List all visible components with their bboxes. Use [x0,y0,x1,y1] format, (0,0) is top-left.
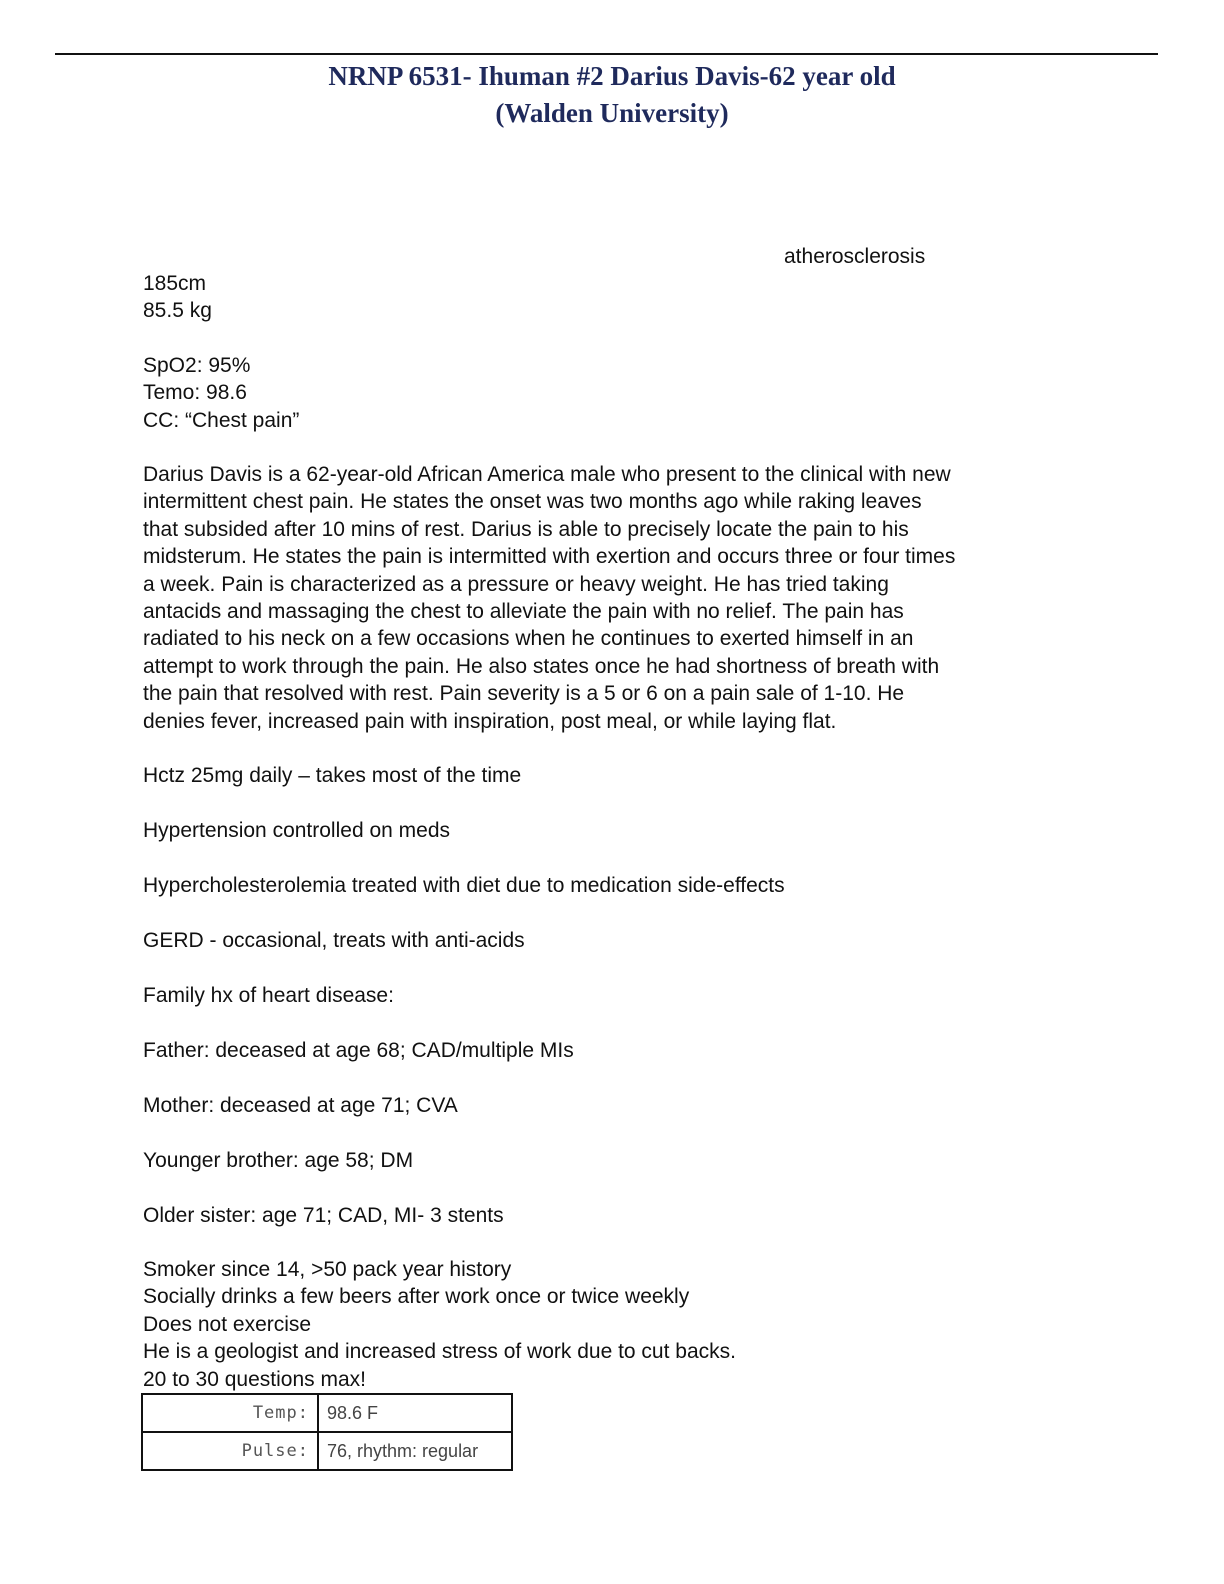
social-item: Socially drinks a few beers after work once or twice weekly [143,1285,690,1309]
social-item: Smoker since 14, >50 pack year history [143,1258,512,1281]
hpi-line: a week. Pain is characterized as a pressure or heavy weight. He has tried taking [143,572,889,596]
hpi-line: radiated to his neck on a few occasions when he continues to exerted himself in an [143,627,914,651]
history-item: Mother: deceased at age 71; CVA [143,1094,458,1117]
history-item: Family hx of heart disease: [143,984,394,1007]
temp-label: Temp: [142,1394,318,1432]
table-row [142,1432,512,1470]
floating-word: atherosclerosis [784,245,926,268]
social-item: Does not exercise [143,1312,312,1336]
hpi-line: antacids and massaging the chest to alleviate the pain with no relief. The pain has [143,600,904,624]
medications-line: Hctz 25mg daily – takes most of the time [143,764,522,787]
history-item: Hypercholesterolemia treated with diet due to medication side-effects [143,874,785,897]
history-item: Older sister: age 71; CAD, MI- 3 stents [143,1204,504,1227]
history-item: Hypertension controlled on meds [143,819,451,842]
table-row [142,1394,512,1432]
social-item: He is a geologist and increased stress of work due to cut backs. [143,1340,736,1364]
hpi-line: midsterum. He states the pain is intermitted with exertion and occurs three or four times [143,545,956,569]
top-rule [55,53,1158,55]
history-item: Younger brother: age 58; DM [143,1149,414,1172]
document-subtitle: (Walden University) [495,98,729,128]
social-history [143,1256,1083,1393]
hpi-line: Darius Davis is a 62-year-old African America male who present to the clinical with new [143,463,951,486]
hpi-line: attempt to work through the pain. He also states once he had shortness of breath with [143,654,940,678]
spo2-value: SpO2: 95% [143,354,251,377]
document-title: NRNP 6531- Ihuman #2 Darius Davis-62 year old [328,61,896,91]
social-item: 20 to 30 questions max! [143,1367,366,1391]
hpi-line: denies fever, increased pain with inspiration, post meal, or while laying flat. [143,709,837,733]
temp-value: Temo: 98.6 [143,381,247,405]
hpi-line: intermittent chest pain. He states the onset was two months ago while raking leaves [143,490,922,514]
hpi-line: the pain that resolved with rest. Pain severity is a 5 or 6 on a pain sale of 1-10. He [143,682,905,706]
pulse-label: Pulse: [142,1432,318,1470]
vitals-block-2 [143,352,1083,434]
vitals-block [143,270,1083,325]
chief-complaint: CC: “Chest pain” [143,408,300,432]
height-value: 185cm [143,272,207,295]
vitals-table [141,1393,513,1471]
hpi-paragraph [143,461,1083,735]
hpi-line: that subsided after 10 mins of rest. Darius is able to precisely locate the pain to his [143,517,909,541]
weight-value: 85.5 kg [143,299,212,323]
history-item: GERD - occasional, treats with anti-acids [143,929,525,952]
temp-cell: 98.6 F [318,1394,512,1432]
pulse-cell: 76, rhythm: regular [318,1432,512,1470]
history-item: Father: deceased at age 68; CAD/multiple MIs [143,1039,574,1062]
